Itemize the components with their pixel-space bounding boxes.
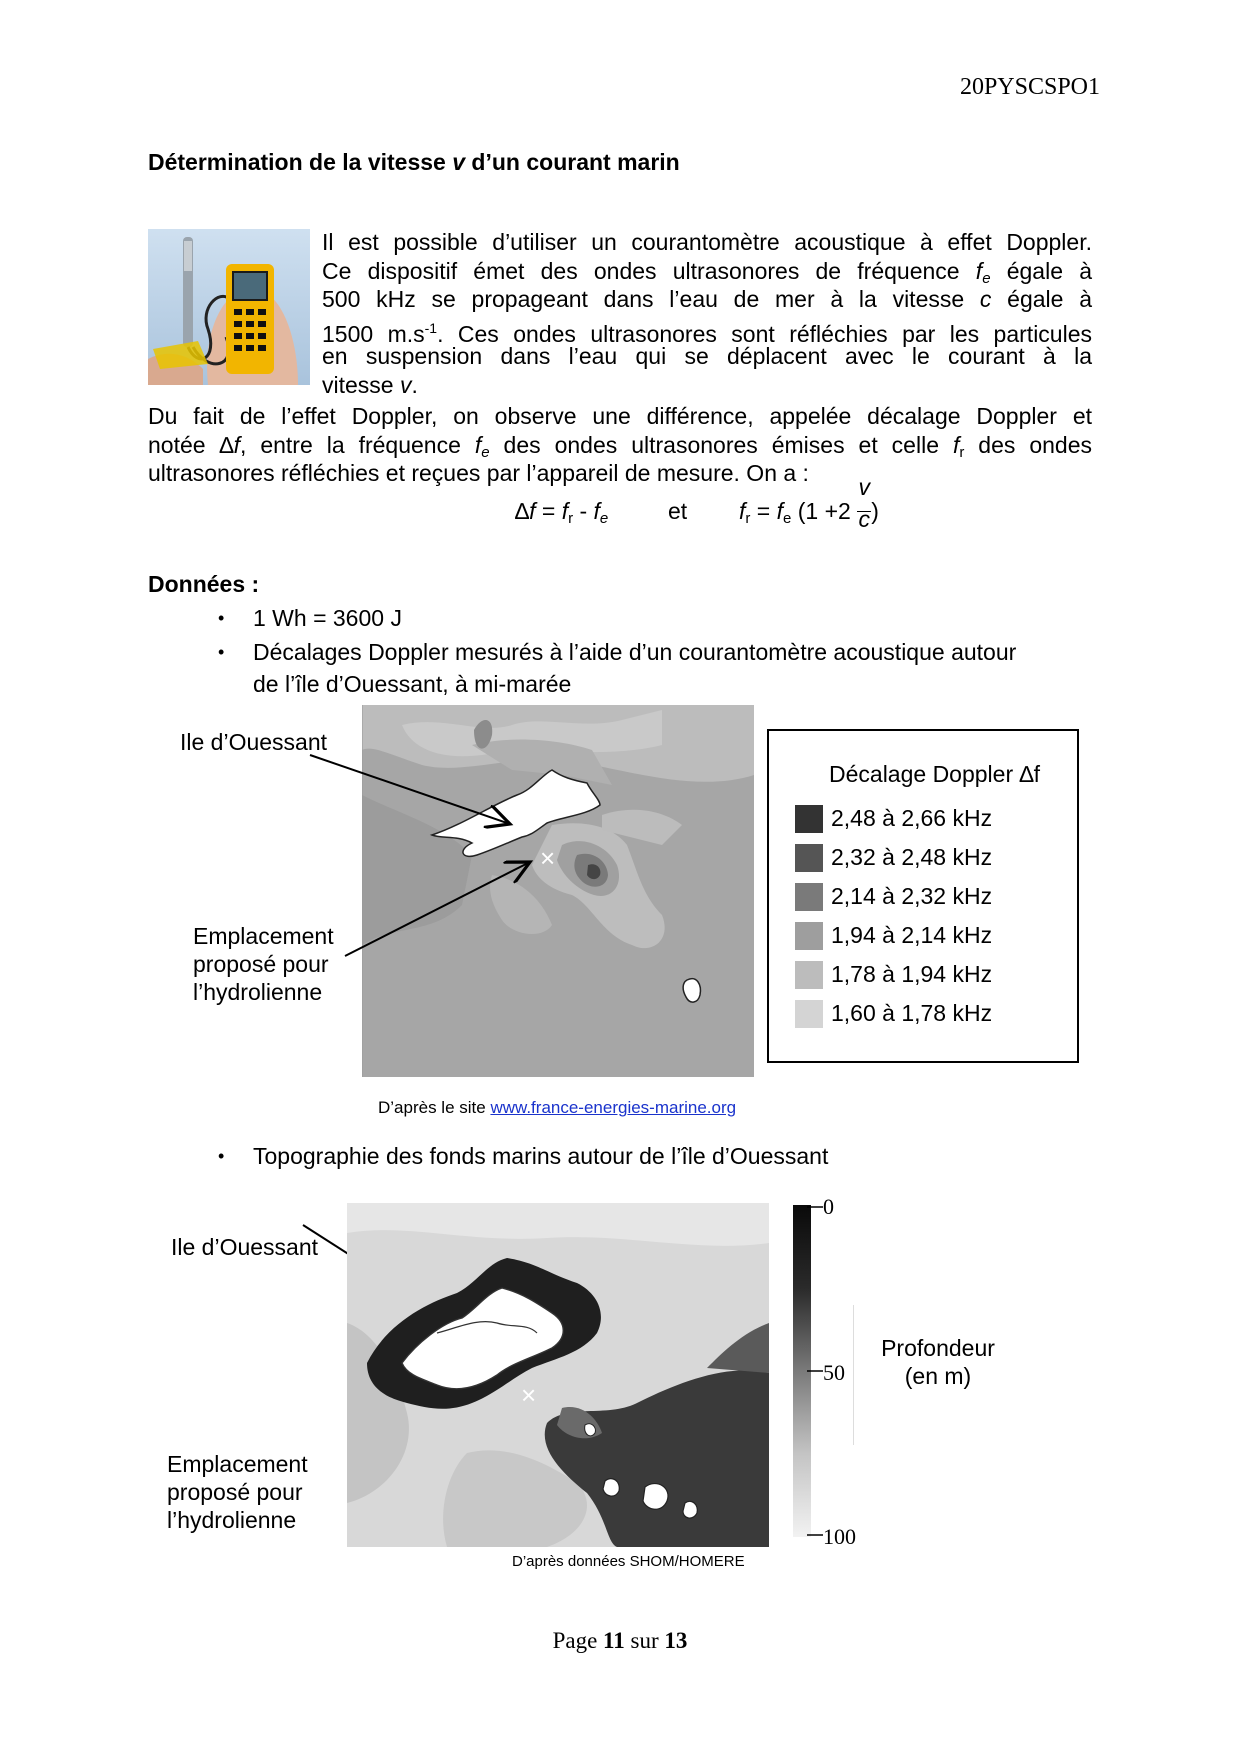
intro-line-1: Il est possible d’utiliser un courantomètre acoustique à effet Doppler.	[322, 229, 1092, 255]
intro-line-3-text: 500 kHz se propageant dans l’eau de mer à la vitesse	[322, 286, 965, 312]
document-code: 20PYSCSPO1	[959, 74, 1100, 100]
f2-r: r	[745, 510, 751, 527]
dl2-d: des ondes	[964, 431, 1093, 458]
doppler-line-3: ultrasonores réfléchies et reçues par l’appareil de mesure. On a :	[148, 460, 809, 486]
depth-scale-title-line-2: (en m)	[904, 1363, 972, 1389]
doppler-island-arrow	[310, 755, 510, 824]
legend-swatch	[795, 883, 823, 911]
sub-r: r	[959, 443, 965, 461]
topo-map	[347, 1203, 769, 1547]
topo-label-site	[167, 1450, 308, 1534]
legend-label: 1,60 à 1,78 kHz	[831, 1000, 993, 1026]
intro-line-2-text: Ce dispositif émet des ondes ultrasonores de fréquence	[322, 257, 960, 284]
depth-scale-divider	[853, 1305, 854, 1445]
footer-of-word: sur	[624, 1628, 665, 1653]
f1-r: r	[568, 510, 574, 527]
doppler-legend	[767, 729, 1079, 1063]
c-var: c	[979, 286, 992, 312]
f2-e: e	[783, 510, 792, 527]
f2-fe: f	[776, 498, 783, 524]
f1-minus: -	[573, 498, 594, 524]
legend-label: 1,78 à 1,94 kHz	[831, 961, 993, 987]
legend-label: 1,94 à 2,14 kHz	[831, 922, 993, 948]
footer-total-pages: 13	[664, 1628, 688, 1653]
legend-swatch	[795, 961, 823, 989]
depth-scale-bar	[793, 1205, 823, 1537]
f2-fr: f	[739, 498, 746, 524]
doppler-label-site-line-3: l’hydrolienne	[193, 979, 323, 1005]
doppler-site-arrow	[345, 862, 530, 956]
doppler-line-1: Du fait de l’effet Doppler, on observe une différence, appelée décalage Doppler et	[148, 403, 1092, 429]
topo-label-site-line-1: Emplacement	[167, 1451, 308, 1477]
f-var-r: f	[952, 431, 960, 458]
fraction-numerator: v	[858, 474, 870, 500]
topo-label-island: Ile d’Ouessant	[171, 1234, 319, 1260]
period: .	[411, 371, 418, 398]
topo-site-marker: ×	[521, 1380, 537, 1410]
depth-tick-0: 0	[823, 1194, 834, 1219]
f1-f: f	[529, 498, 536, 524]
doppler-source-prefix: D’après le site	[378, 1098, 491, 1117]
footer-page-word: Page	[552, 1628, 604, 1653]
intro-line-6-text: vitesse	[322, 371, 394, 398]
legend-swatch	[795, 922, 823, 950]
topo-map-image	[347, 1203, 769, 1547]
f1-eq: =	[535, 498, 562, 524]
f1-fr: f	[561, 498, 569, 524]
depth-scale-title	[868, 1334, 1008, 1390]
legend-label: 2,48 à 2,66 kHz	[831, 805, 993, 831]
depth-tick-50: 50	[823, 1360, 845, 1385]
legend-swatch	[795, 805, 823, 833]
sub-e: e	[481, 443, 490, 461]
depth-tick-100: 100	[823, 1524, 856, 1549]
f1-fe: f	[593, 498, 600, 524]
bullet-dot: •	[218, 642, 225, 662]
source-link[interactable]: www.france-energies-marine.org	[490, 1098, 737, 1117]
formula-et: et	[668, 498, 688, 524]
dl2-b: , entre la fréquence	[239, 431, 475, 458]
legend-swatch	[795, 1000, 823, 1028]
page-footer	[0, 1628, 1240, 1654]
section-title-post: d’un courant marin	[465, 149, 680, 175]
f2-eq: =	[750, 498, 777, 524]
bullet-topo-text: Topographie des fonds marins autour de l’île d’Ouessant	[253, 1143, 829, 1169]
doppler-label-site-line-1: Emplacement	[193, 923, 334, 949]
f-var-e: f	[474, 431, 482, 458]
bullet-doppler-line-2: de l’île d’Ouessant, à mi-marée	[253, 671, 572, 697]
fe-tail: égale à	[990, 257, 1092, 284]
section-title-pre: Détermination de la vitesse	[148, 149, 453, 175]
v-var: v	[399, 371, 412, 398]
depth-scale-title-line-1: Profondeur	[881, 1335, 995, 1361]
f2-close: )	[871, 498, 879, 524]
f-var: f	[233, 431, 240, 458]
delta-symbol: ∆	[219, 431, 234, 458]
intro-line-4-tail: . Ces ondes ultrasonores sont réfléchies par les particules	[437, 320, 1092, 347]
bullet-dot: •	[218, 608, 225, 628]
f1-delta: ∆	[515, 498, 530, 524]
fraction-denominator: c	[858, 506, 870, 532]
c-tail: égale à	[991, 286, 1093, 312]
dl2-c: des ondes ultrasonores émises et celle	[489, 431, 953, 458]
topo-label-site-line-3: l’hydrolienne	[167, 1507, 297, 1533]
exp: -1	[424, 319, 438, 336]
f1-e: e	[599, 510, 609, 527]
fe-sub: e	[982, 269, 991, 287]
doppler-source	[378, 1098, 736, 1118]
doppler-label-island: Ile d’Ouessant	[180, 729, 328, 755]
legend-label: 2,32 à 2,48 kHz	[831, 844, 993, 870]
topo-label-site-line-2: proposé pour	[167, 1479, 303, 1505]
legend-swatch	[795, 844, 823, 872]
intro-line-5: en suspension dans l’eau qui se déplacent avec le courant à la	[322, 343, 1092, 369]
bullet-doppler-line-1: Décalages Doppler mesurés à l’aide d’un courantomètre acoustique autour	[253, 639, 1017, 665]
legend-label: 2,14 à 2,32 kHz	[831, 883, 993, 909]
doppler-label-site-line-2: proposé pour	[193, 951, 329, 977]
donnees-title: Données :	[148, 571, 260, 597]
footer-page-number: 11	[603, 1628, 625, 1653]
fe-var: f	[975, 257, 983, 284]
depth-scale	[793, 1205, 823, 1537]
topo-source: D’après données SHOM/HOMERE	[512, 1553, 745, 1570]
bullet-wh-text: 1 Wh = 3600 J	[253, 605, 402, 631]
doppler-site-marker: ×	[540, 843, 556, 873]
bullet-dot: •	[218, 1146, 225, 1166]
section-title-var: v	[452, 149, 466, 175]
intro-line-4-text: 1500 m.s	[322, 320, 425, 347]
f2-paren: (1 +2	[791, 498, 858, 524]
dl2-a: notée	[148, 431, 220, 458]
legend-title: Décalage Doppler ∆f	[829, 761, 1040, 787]
